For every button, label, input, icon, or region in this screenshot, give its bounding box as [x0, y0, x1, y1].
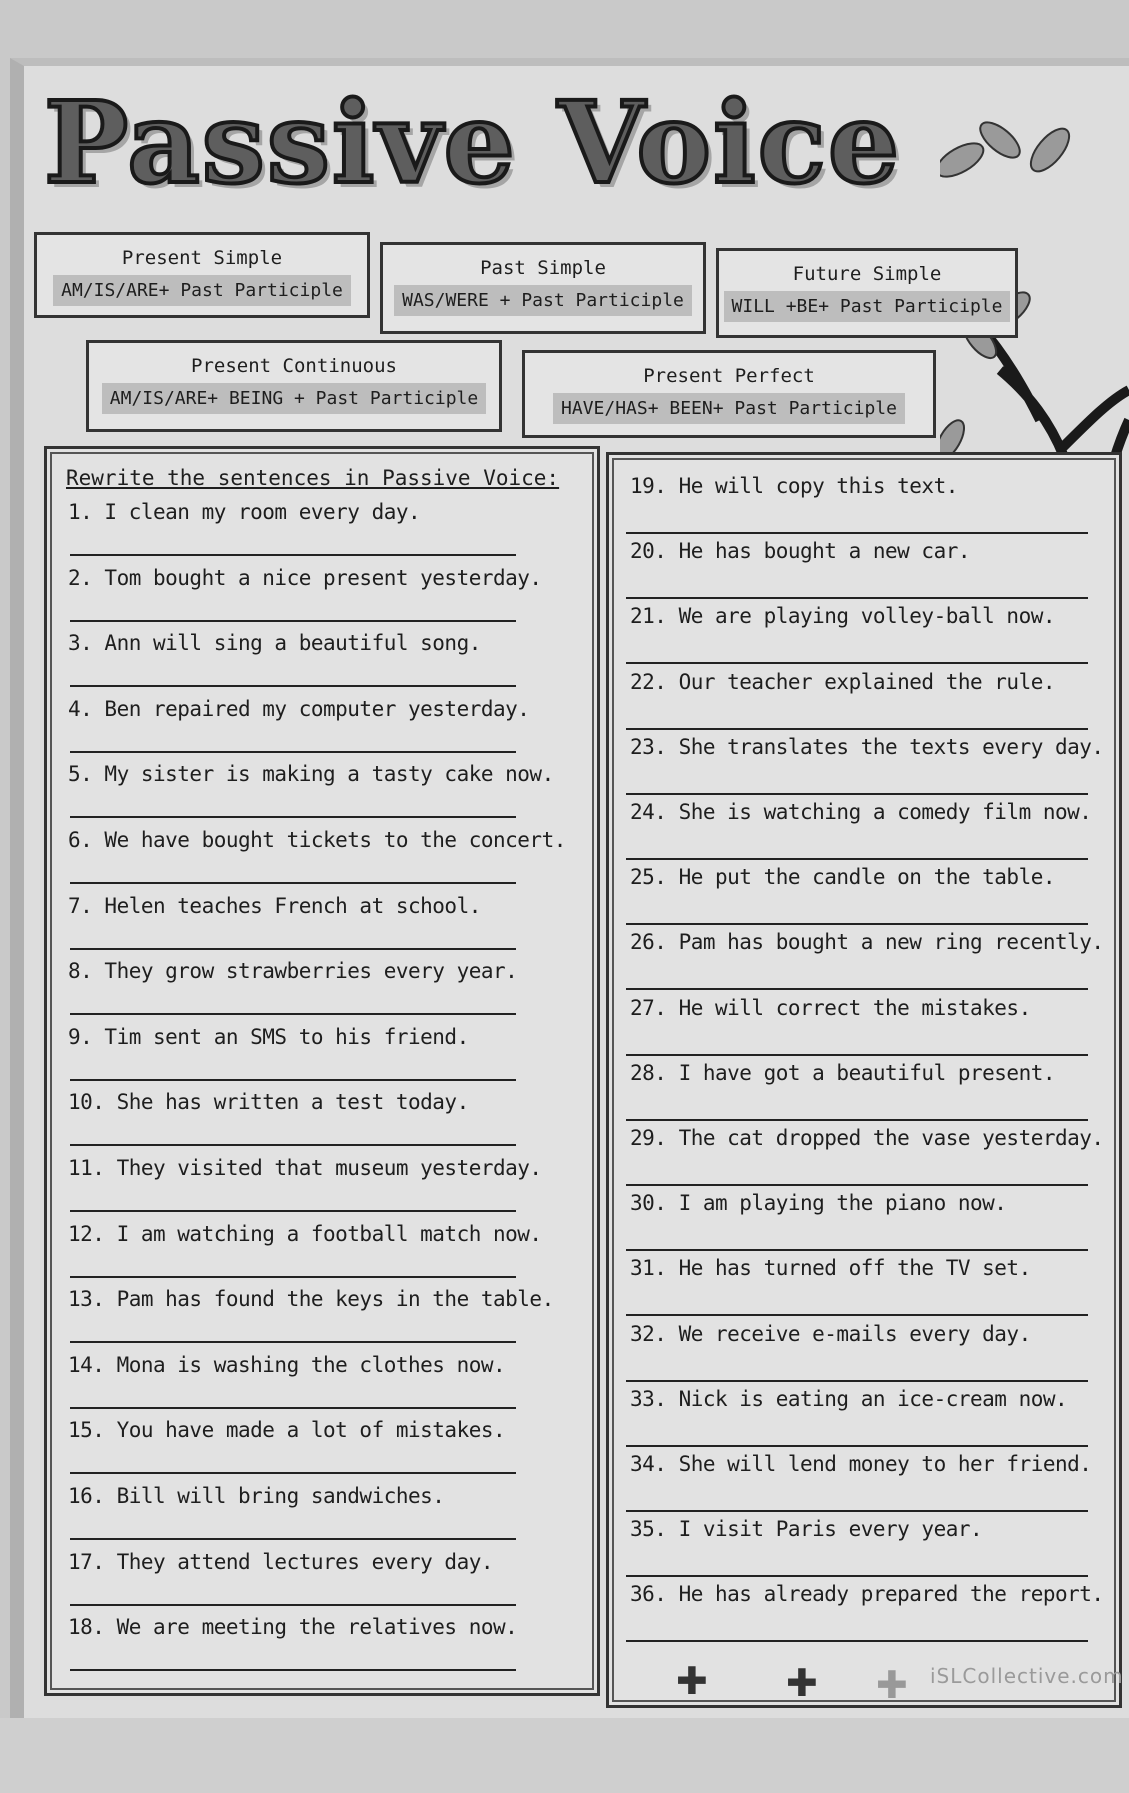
exercise-sentence: 7. Helen teaches French at school. [68, 893, 481, 918]
exercise-sentence: 12. I am watching a football match now. [68, 1221, 542, 1246]
exercise-sentence: 10. She has written a test today. [68, 1090, 469, 1115]
exercise-sentence: 34. She will lend money to her friend. [630, 1452, 1092, 1476]
answer-line[interactable] [626, 858, 1088, 860]
exercise-sentence: 25. He put the candle on the table. [630, 865, 1056, 890]
answer-line[interactable] [626, 1445, 1088, 1447]
exercise-sentence: 9. Tim sent an SMS to his friend. [68, 1024, 469, 1049]
exercise-sentence: 4. Ben repaired my computer yesterday. [68, 696, 530, 721]
answer-line[interactable] [626, 1054, 1088, 1056]
exercise-sentence: 32. We receive e-mails every day. [630, 1321, 1031, 1346]
answer-line[interactable] [70, 1276, 516, 1278]
exercise-sentence: 21. We are playing volley-ball now. [630, 604, 1056, 629]
answer-line[interactable] [626, 1640, 1088, 1642]
answer-line[interactable] [626, 597, 1088, 599]
worksheet-title: Passive Voice [44, 78, 902, 209]
exercise-sentence: 29. The cat dropped the vase yesterday. [630, 1126, 1104, 1150]
exercise-sentence: 2. Tom bought a nice present yesterday. [68, 565, 542, 590]
rule-formula: WAS/WERE + Past Participle [394, 285, 692, 316]
answer-line[interactable] [626, 1184, 1088, 1186]
answer-line[interactable] [626, 728, 1088, 730]
rule-name: Present Perfect [643, 365, 815, 387]
exercise-sentence: 26. Pam has bought a new ring recently. [630, 930, 1104, 955]
answer-line[interactable] [70, 1538, 516, 1540]
answer-line[interactable] [70, 1604, 516, 1606]
rule-box-present-simple [34, 232, 370, 318]
table-surface [0, 1718, 1129, 1793]
cross-icon: ✚ [786, 1661, 818, 1705]
answer-line[interactable] [70, 554, 516, 556]
answer-line[interactable] [626, 988, 1088, 990]
answer-line[interactable] [70, 1013, 516, 1015]
exercise-sentence: 17. They attend lectures every day. [68, 1549, 494, 1574]
answer-line[interactable] [70, 1407, 516, 1409]
exercise-sentence: 31. He has turned off the TV set. [630, 1256, 1031, 1281]
rule-box-past-simple [380, 242, 706, 334]
exercise-sentence: 3. Ann will sing a beautiful song. [68, 631, 481, 656]
exercise-sentence: 18. We are meeting the relatives now. [68, 1615, 518, 1640]
watermark: iSLCollective.com [930, 1664, 1124, 1688]
instruction-heading: Rewrite the sentences in Passive Voice: [66, 466, 560, 490]
answer-line[interactable] [70, 1079, 516, 1081]
answer-line[interactable] [626, 1510, 1088, 1512]
rule-box-present-perfect [522, 350, 936, 438]
exercise-sentence: 27. He will correct the mistakes. [630, 995, 1031, 1020]
exercise-sentence: 28. I have got a beautiful present. [630, 1060, 1056, 1085]
answer-line[interactable] [70, 948, 516, 950]
rule-formula: HAVE/HAS+ BEEN+ Past Participle [553, 393, 905, 424]
exercise-sentence: 23. She translates the texts every day. [630, 734, 1104, 759]
exercise-sentence: 22. Our teacher explained the rule. [630, 669, 1056, 694]
exercise-sentence: 11. They visited that museum yesterday. [68, 1156, 542, 1180]
exercise-sentence: 24. She is watching a comedy film now. [630, 800, 1092, 824]
answer-line[interactable] [626, 923, 1088, 925]
rule-name: Future Simple [792, 263, 942, 285]
exercise-sentence: 8. They grow strawberries every year. [68, 959, 518, 984]
answer-line[interactable] [626, 532, 1088, 534]
answer-line[interactable] [626, 1380, 1088, 1382]
answer-line[interactable] [626, 1314, 1088, 1316]
exercise-sentence: 15. You have made a lot of mistakes. [68, 1418, 506, 1443]
rule-formula: AM/IS/ARE+ Past Participle [53, 275, 351, 306]
answer-line[interactable] [626, 1119, 1088, 1121]
answer-line[interactable] [70, 1210, 516, 1212]
rule-box-future-simple [716, 248, 1018, 338]
rule-name: Present Simple [121, 247, 283, 269]
rule-name: Present Continuous [191, 355, 397, 377]
answer-line[interactable] [70, 751, 516, 753]
answer-line[interactable] [70, 1144, 516, 1146]
exercise-sentence: 33. Nick is eating an ice-cream now. [630, 1386, 1068, 1411]
exercise-sentence: 6. We have bought tickets to the concert. [68, 828, 566, 852]
exercise-sentence: 5. My sister is making a tasty cake now. [68, 762, 554, 787]
exercise-sentence: 35. I visit Paris every year. [630, 1517, 983, 1542]
rule-name: Past Simple [480, 257, 606, 279]
answer-line[interactable] [626, 1575, 1088, 1577]
answer-line[interactable] [626, 1249, 1088, 1251]
answer-line[interactable] [70, 685, 516, 687]
cross-icon: ✚ [876, 1663, 908, 1707]
answer-line[interactable] [70, 1341, 516, 1343]
exercise-sentence: 16. Bill will bring sandwiches. [68, 1484, 445, 1508]
exercise-sentence: 14. Mona is washing the clothes now. [68, 1352, 506, 1377]
exercise-sentence: 1. I clean my room every day. [68, 500, 421, 524]
answer-line[interactable] [70, 1669, 516, 1671]
answer-line[interactable] [70, 1472, 516, 1474]
rule-formula: WILL +BE+ Past Participle [724, 291, 1011, 322]
answer-line[interactable] [70, 620, 516, 622]
exercise-sentence: 20. He has bought a new car. [630, 539, 971, 564]
exercise-sentence: 30. I am playing the piano now. [630, 1191, 1007, 1216]
answer-line[interactable] [626, 793, 1088, 795]
answer-line[interactable] [626, 662, 1088, 664]
exercise-sentence: 19. He will copy this text. [630, 474, 958, 498]
rule-box-present-continuous [86, 340, 502, 432]
rule-formula: AM/IS/ARE+ BEING + Past Participle [102, 383, 486, 414]
answer-line[interactable] [70, 816, 516, 818]
exercise-sentence: 36. He has already prepared the report. [630, 1582, 1104, 1607]
answer-line[interactable] [70, 882, 516, 884]
exercise-sentence: 13. Pam has found the keys in the table. [68, 1287, 554, 1312]
cross-icon: ✚ [676, 1659, 708, 1703]
